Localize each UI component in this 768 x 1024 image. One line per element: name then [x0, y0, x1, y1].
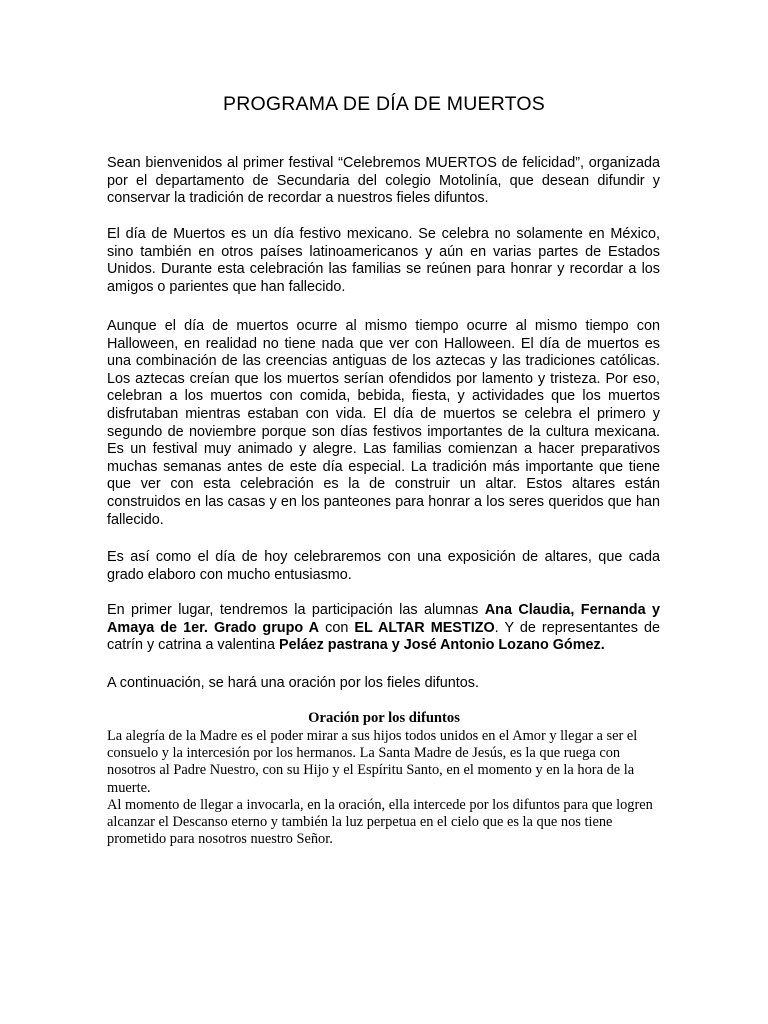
altar-name: EL ALTAR MESTIZO: [354, 619, 495, 636]
participacion-text-2: con: [319, 619, 355, 636]
participacion-text-1: En primer lugar, tendremos la participación las alumnas: [107, 602, 485, 618]
paragraph-halloween: Aunque el día de muertos ocurre al mismo tiempo ocurre al mismo tiempo con Halloween, en realidad no tiene nada que ver con Halloween. El día de muertos es una combinación de las creencias antiguas de los aztecas y las tradiciones católicas. Los aztecas creían que los muertos serían ofendidos por lamento y tristeza. Por eso, celebran a los muertos con comida, bebida, fiesta, y actividades que los muertos disfrutaban mientras estaban con vida. El día de muertos se celebra el primero y segundo de noviembre porque son días festivos importantes de la cultura mexicana. Es un festival muy animado y alegre. Las familias comienzan a hacer preparativos muchas semanas antes de este día especial. La tradición más importante que tiene que ver con esta celebración es la de construir un altar. Estos altares están construidos en las casas y en los panteones para honrar a los seres queridos que han fallecido.: [107, 318, 660, 528]
prayer-paragraph-1: La alegría de la Madre es el poder mirar a sus hijos todos unidos en el Amor y llegar a ser el consuelo y la intercesión por los hermanos. La Santa Madre de Jesús, es la que ruega con nosotros al Padre Nuestro, con su Hijo y el Espíritu Santo, en el momento y en la hora de la muerte.: [107, 728, 638, 796]
paragraph-dia-de-muertos: El día de Muertos es un día festivo mexicano. Se celebra no solamente en México, sino también en otros países latinoamericanos y aún en varias partes de Estados Unidos. Durante esta celebración las familias se reúnen para honrar y recordar a los amigos o parientes que han fallecido.: [107, 226, 660, 295]
paragraph-participacion: [107, 602, 660, 655]
prayer-title: Oración por los difuntos: [308, 710, 460, 726]
participacion-alumnas: Ana Claudia, Fernanda y Amaya de 1er. Grado grupo A: [107, 602, 660, 636]
paragraph-welcome: Sean bienvenidos al primer festival “Celebremos MUERTOS de felicidad”, organizada por el departamento de Secundaria del colegio Motolinía, que desean difundir y conservar la tradición de recordar a nuestros fieles difuntos.: [107, 155, 660, 207]
representantes-names: Peláez pastrana y José Antonio Lozano Gómez.: [278, 637, 605, 654]
paragraph-oracion-intro: A continuación, se hará una oración por los fieles difuntos.: [107, 675, 479, 691]
document-title: PROGRAMA DE DÍA DE MUERTOS: [223, 93, 545, 115]
paragraph-exposicion: Es así como el día de hoy celebraremos con una exposición de altares, que cada grado elaboro con mucho entusiasmo.: [107, 549, 660, 583]
participacion-text-3: . Y de representantes de catrín y catrina a valentina: [107, 619, 660, 654]
prayer-paragraph-2: Al momento de llegar a invocarla, en la oración, ella intercede por los difuntos para que logren alcanzar el Descanso eterno y también la luz perpetua en el cielo que es la que nos tiene prometido para nosotros nuestro Señor.: [107, 797, 653, 848]
